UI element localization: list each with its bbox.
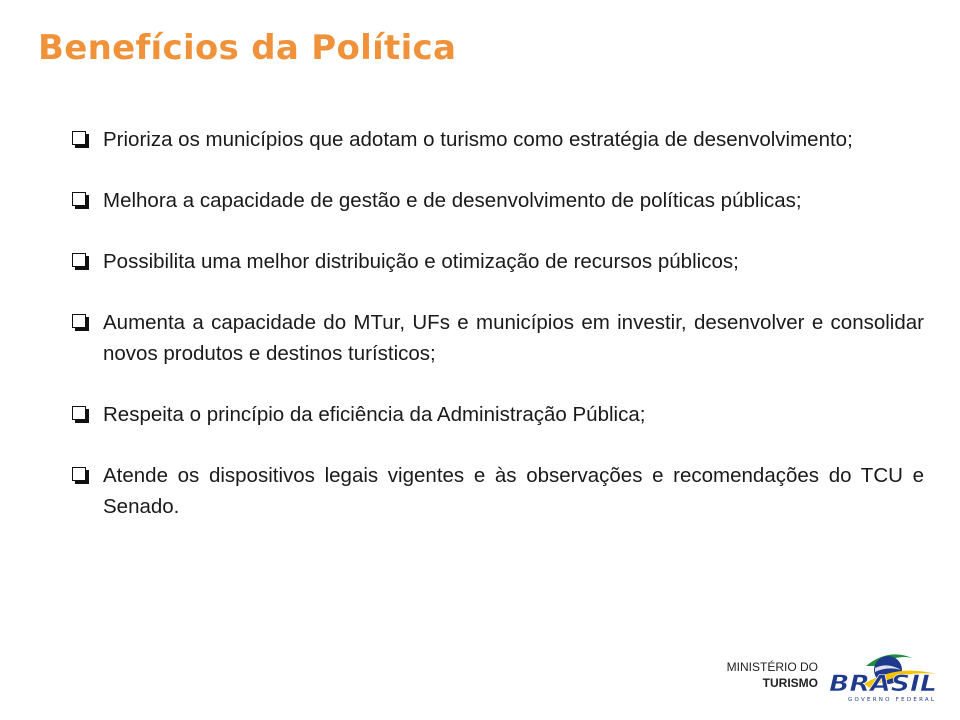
bullet-item <box>72 307 924 369</box>
ministry-line-2: TURISMO <box>762 676 818 690</box>
bullet-item <box>72 460 924 522</box>
checkbox-bullet-icon <box>72 406 86 420</box>
ministry-line-1: MINISTÉRIO DO <box>726 660 818 674</box>
checkbox-bullet-icon <box>72 192 86 206</box>
bullet-text: Atende os dispositivos legais vigentes e às observações e recomendações do TCU e Senado. <box>103 464 924 518</box>
slide-title: Benefícios da Política <box>38 28 457 68</box>
checkbox-bullet-icon <box>72 314 86 328</box>
bullet-item <box>72 185 924 216</box>
brasil-government-logo-icon <box>826 644 944 704</box>
bullet-text: Prioriza os municípios que adotam o turismo como estratégia de desenvolvimento; <box>103 128 853 151</box>
bullet-text: Possibilita uma melhor distribuição e otimização de recursos públicos; <box>103 250 739 273</box>
checkbox-bullet-icon <box>72 467 86 481</box>
bullet-item <box>72 399 924 430</box>
checkbox-bullet-icon <box>72 253 86 267</box>
bullet-text: Respeita o princípio da eficiência da Administração Pública; <box>103 403 646 426</box>
bullet-list <box>72 124 924 552</box>
logo-subtext: GOVERNO FEDERAL <box>848 697 934 703</box>
checkbox-bullet-icon <box>72 131 86 145</box>
logo-wordmark: BRASIL <box>829 672 937 697</box>
bullet-item <box>72 124 924 155</box>
ministry-label <box>688 660 818 691</box>
bullet-text: Melhora a capacidade de gestão e de desenvolvimento de políticas públicas; <box>103 189 802 212</box>
bullet-item <box>72 246 924 277</box>
bullet-text: Aumenta a capacidade do MTur, UFs e municípios em investir, desenvolver e consolidar novos produtos e destinos turísticos; <box>103 311 924 365</box>
